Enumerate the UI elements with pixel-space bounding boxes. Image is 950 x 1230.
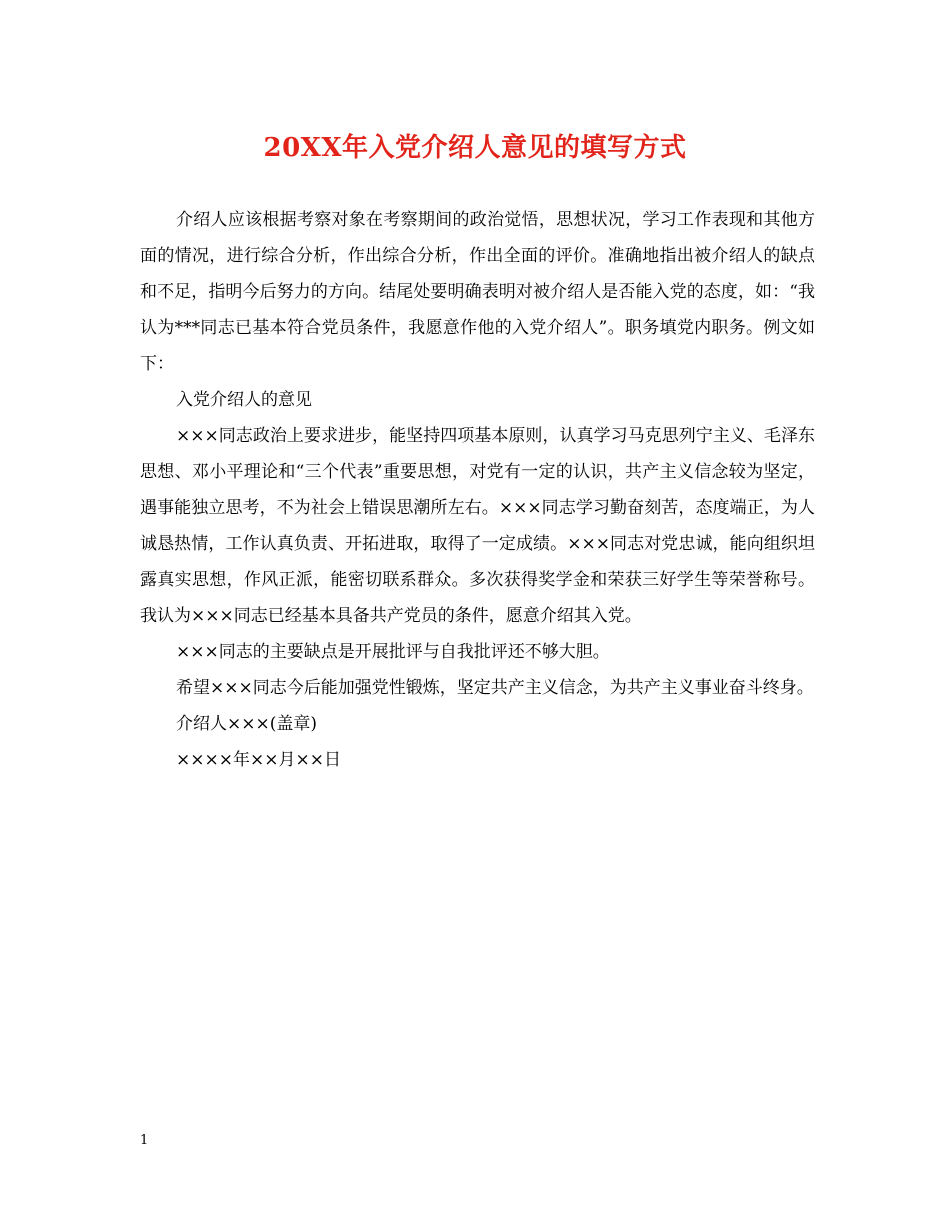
document-body xyxy=(140,202,815,778)
document-title: 20XX年入党介绍人意见的填写方式 xyxy=(263,133,687,163)
intro-paragraph: 介绍人应该根据考察对象在考察期间的政治觉悟，思想状况，学习工作表现和其他方面的情况，进行综合分析，作出综合分析，作出全面的评价。准确地指出被介绍人的缺点和不足，指明今后努力的方向。结尾处要明确表明对被介绍人是否能入党的态度，如：“我认为***同志已基本符合党员条件，我愿意作他的入党介绍人”。职务填党内职务。例文如下： xyxy=(140,210,815,374)
shortcoming-paragraph: ×××同志的主要缺点是开展批评与自我批评还不够大胆。 xyxy=(176,642,610,662)
signature-line: 介绍人×××(盖章) xyxy=(176,714,317,734)
hope-paragraph: 希望×××同志今后能加强党性锻炼，坚定共产主义信念，为共产主义事业奋斗终身。 xyxy=(176,678,814,698)
section-heading: 入党介绍人的意见 xyxy=(176,390,312,410)
page-number: 1 xyxy=(140,1133,149,1148)
opinion-paragraph: ×××同志政治上要求进步，能坚持四项基本原则，认真学习马克思列宁主义、毛泽东思想、邓小平理论和“三个代表”重要思想，对党有一定的认识，共产主义信念较为坚定，遇事能独立思考，不为社会上错误思潮所左右。×××同志学习勤奋刻苦，态度端正，为人诚恳热情，工作认真负责、开拓进取，取得了一定成绩。×××同志对党忠诚，能向组织坦露真实思想，作风正派，能密切联系群众。多次获得奖学金和荣获三好学生等荣誉称号。我认为×××同志已经基本具备共产党员的条件，愿意介绍其入党。 xyxy=(140,426,815,626)
date-line: ××××年××月××日 xyxy=(176,750,341,770)
